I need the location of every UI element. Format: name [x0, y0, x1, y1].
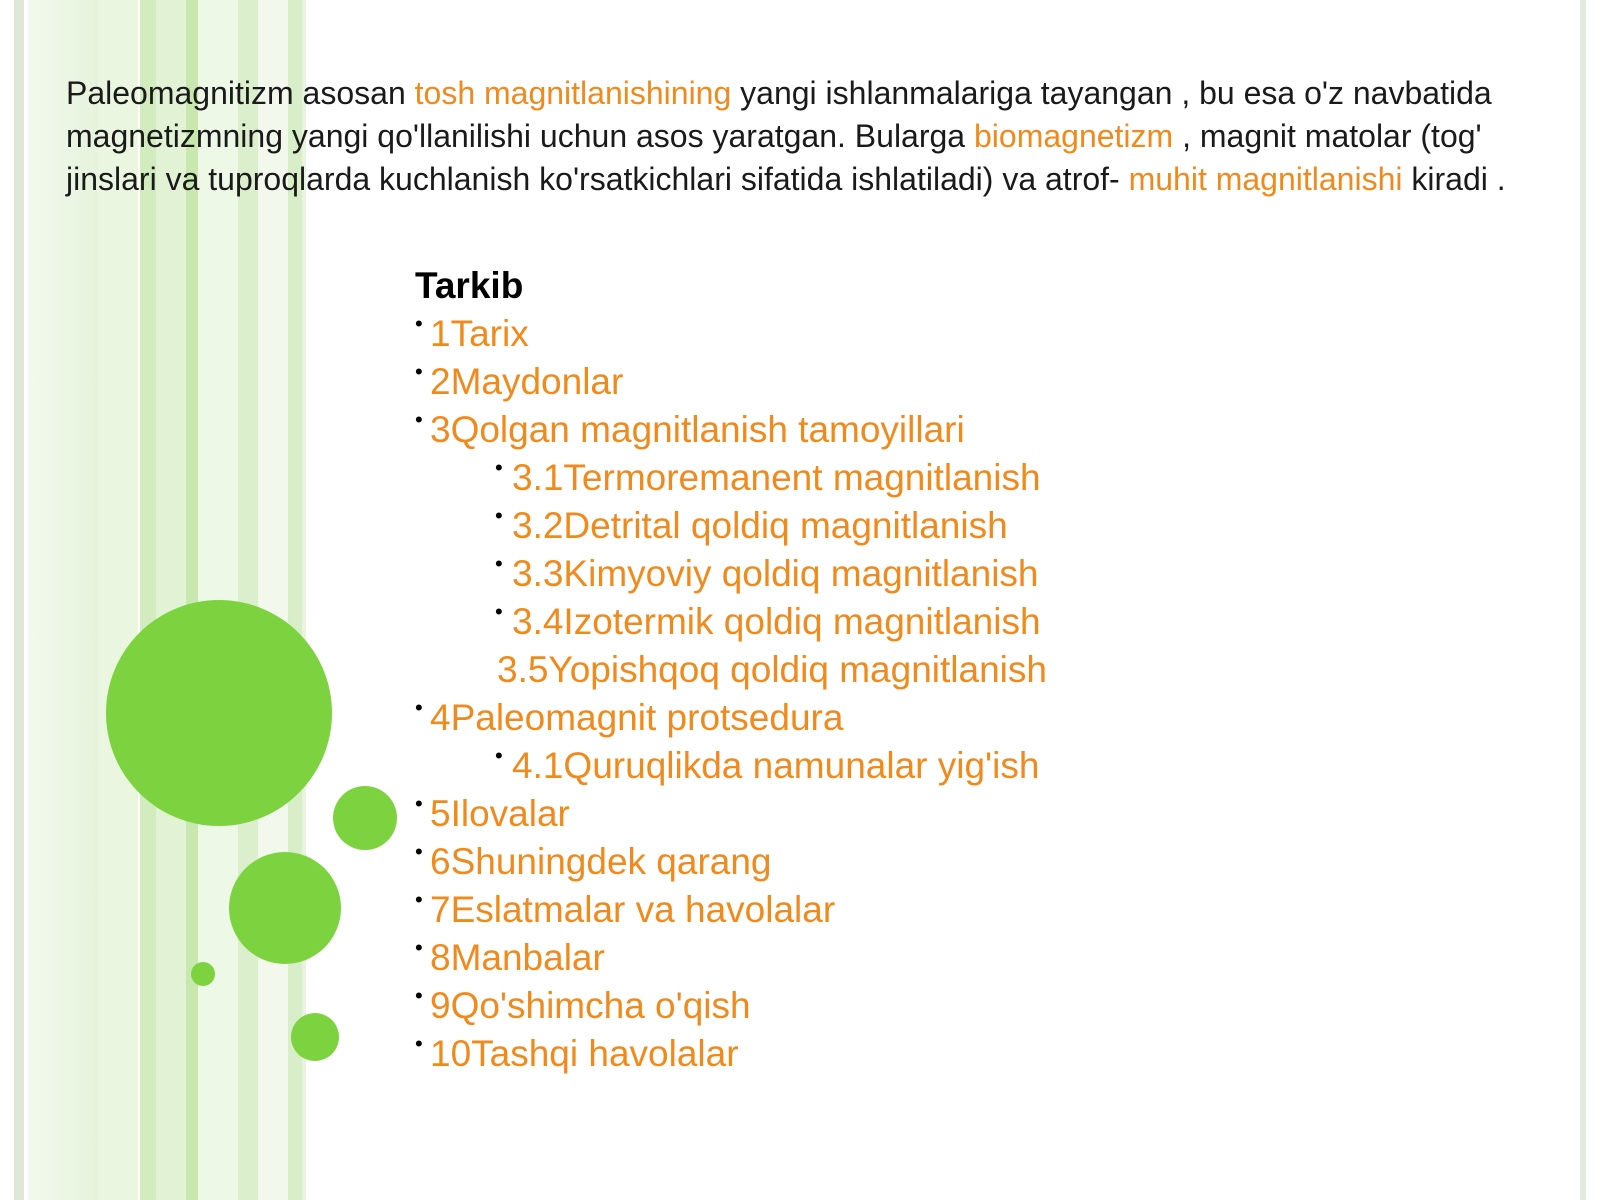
bullet: •	[415, 311, 423, 336]
toc-item-tarix[interactable]	[415, 310, 1047, 358]
toc-item-label: 3.1Termoremanent magnitlanish	[512, 457, 1041, 498]
toc-item-label: 5Ilovalar	[430, 793, 570, 834]
toc-item-label: 4.1Quruqlikda namunalar yig'ish	[512, 745, 1040, 786]
toc-item-eslatmalar[interactable]	[415, 886, 1047, 934]
bullet: •	[415, 359, 423, 384]
toc-item-label: 4Paleomagnit protsedura	[430, 697, 844, 738]
toc-item-label: 7Eslatmalar va havolalar	[430, 889, 836, 930]
toc-title: Tarkib	[415, 265, 524, 306]
bullet: •	[495, 743, 503, 768]
bullet: •	[495, 503, 503, 528]
toc-item-label: 9Qo'shimcha o'qish	[430, 985, 751, 1026]
link-tosh-magnitlanishining[interactable]: tosh magnitlanishining	[414, 75, 732, 111]
bullet: •	[415, 887, 423, 912]
toc-item-label: 8Manbalar	[430, 937, 605, 978]
toc-item-termoremanent[interactable]	[495, 454, 1047, 502]
bullet: •	[415, 407, 423, 432]
paragraph-text: yangi ishlanmalariga tayangan , bu esa o'z navbatida magnetizmning yangi qo'llanilishi uchun asos yaratgan. Bularga	[66, 75, 1492, 154]
toc-item-label: 2Maydonlar	[430, 361, 624, 402]
toc-item-detrital[interactable]	[495, 502, 1047, 550]
toc-item-label: 3.3Kimyoviy qoldiq magnitlanish	[512, 553, 1039, 594]
toc-item-paleomagnit-protsedura[interactable]	[415, 694, 1047, 742]
tiny-green-circle	[191, 962, 215, 986]
link-biomagnetizm[interactable]: biomagnetizm	[973, 118, 1174, 154]
intro-paragraph	[66, 72, 1506, 201]
bullet: •	[415, 791, 423, 816]
paragraph-text: Paleomagnitizm asosan	[66, 75, 415, 111]
toc-item-qolgan-magnitlanish[interactable]	[415, 406, 1047, 454]
toc-item-manbalar[interactable]	[415, 934, 1047, 982]
toc-item-label: 1Tarix	[430, 313, 529, 354]
paragraph-text: , magnit matolar (tog' jinslari va tuproqlarda kuchlanish ko'rsatkichlari sifatida ishlatiladi) va atrof-	[66, 118, 1482, 197]
bullet: •	[415, 839, 423, 864]
paragraph-text: kiradi .	[1402, 161, 1506, 197]
bullet: •	[415, 983, 423, 1008]
small-green-circle-bottom	[291, 1013, 339, 1061]
toc-item-kimyoviy[interactable]	[495, 550, 1047, 598]
toc-item-label: 10Tashqi havolalar	[430, 1033, 739, 1074]
table-of-contents	[415, 262, 1047, 1078]
bullet: •	[415, 1031, 423, 1056]
bullet: •	[415, 695, 423, 720]
toc-item-ilovalar[interactable]	[415, 790, 1047, 838]
toc-item-izotermik[interactable]	[495, 598, 1047, 646]
small-green-circle	[333, 786, 397, 850]
toc-item-label: 3Qolgan magnitlanish tamoyillari	[430, 409, 965, 450]
bullet: •	[495, 551, 503, 576]
toc-item-yopishqoq[interactable]	[497, 646, 1047, 694]
large-green-circle	[106, 600, 332, 826]
toc-item-label: 3.2Detrital qoldiq magnitlanish	[512, 505, 1008, 546]
toc-item-qoshimcha-oqish[interactable]	[415, 982, 1047, 1030]
toc-item-label: 3.4Izotermik qoldiq magnitlanish	[512, 601, 1041, 642]
toc-item-tashqi-havolalar[interactable]	[415, 1030, 1047, 1078]
bullet: •	[415, 935, 423, 960]
toc-item-quruqlikda-namunalar[interactable]	[495, 742, 1047, 790]
toc-item-shuningdek-qarang[interactable]	[415, 838, 1047, 886]
link-muhit-magnitlanishi[interactable]: muhit magnitlanishi	[1128, 161, 1403, 197]
bullet: •	[495, 599, 503, 624]
bullet: •	[495, 455, 503, 480]
toc-item-label: 3.5Yopishqoq qoldiq magnitlanish	[497, 649, 1047, 690]
toc-item-maydonlar[interactable]	[415, 358, 1047, 406]
medium-green-circle	[229, 852, 341, 964]
toc-item-label: 6Shuningdek qarang	[430, 841, 772, 882]
